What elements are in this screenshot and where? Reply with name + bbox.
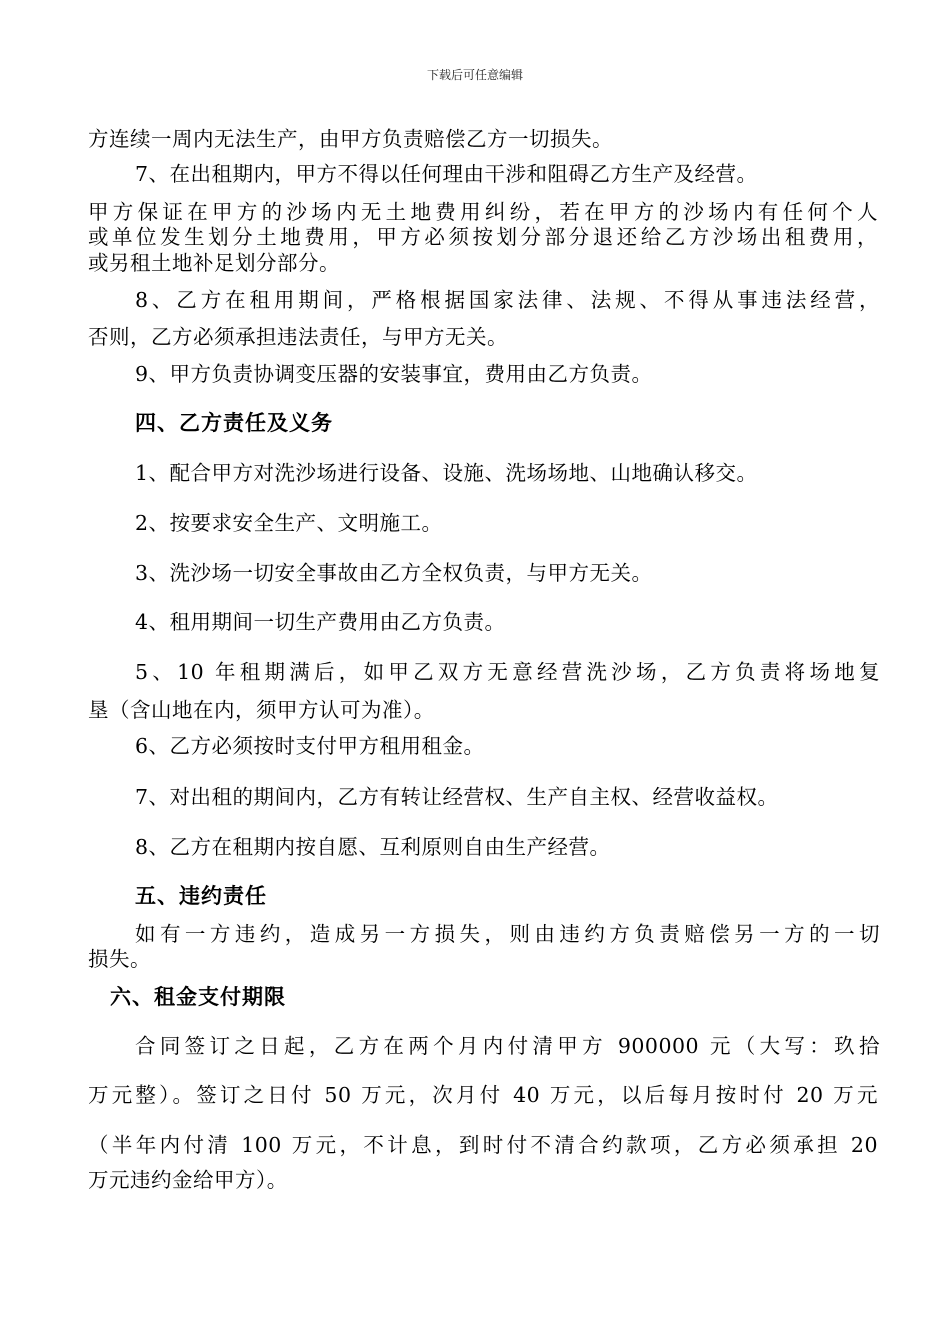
text-line: 否则，乙方必须承担违法责任，与甲方无关。 <box>88 325 508 349</box>
text-line: 7、在出租期内，甲方不得以任何理由干涉和阻碍乙方生产及经营。 <box>135 162 758 186</box>
text-line: 万元整）。签订之日付 50 万元，次月付 40 万元，以后每月按时付 20 万元 <box>88 1083 878 1107</box>
text-line: 方连续一周内无法生产，由甲方负责赔偿乙方一切损失。 <box>88 127 613 151</box>
text-line: 或单位发生划分土地费用，甲方必须按划分部分退还给乙方沙场出租费用， <box>88 225 878 249</box>
text-line: 9、甲方负责协调变压器的安装事宜，费用由乙方负责。 <box>135 362 653 386</box>
text-line: 4、租用期间一切生产费用由乙方负责。 <box>135 610 506 634</box>
text-line: 5、10 年租期满后，如甲乙双方无意经营洗沙场，乙方负责将场地复 <box>135 660 880 684</box>
text-line: 甲方保证在甲方的沙场内无土地费用纠纷，若在甲方的沙场内有任何个人 <box>88 200 878 224</box>
text-line: 垦（含山地在内，须甲方认可为准）。 <box>88 698 435 722</box>
text-line: 3、洗沙场一切安全事故由乙方全权负责，与甲方无关。 <box>135 561 653 585</box>
text-line: 8、乙方在租期内按自愿、互利原则自由生产经营。 <box>135 835 611 859</box>
text-line: 8、乙方在租用期间，严格根据国家法律、法规、不得从事违法经营， <box>135 288 880 312</box>
text-line: 6、乙方必须按时支付甲方租用租金。 <box>135 734 485 758</box>
text-line: 1、配合甲方对洗沙场进行设备、设施、洗场场地、山地确认移交。 <box>135 461 758 485</box>
page-header: 下载后可任意编辑 <box>426 68 523 82</box>
text-line: 7、对出租的期间内，乙方有转让经营权、生产自主权、经营收益权。 <box>135 785 779 809</box>
section-heading: 五、违约责任 <box>135 884 267 908</box>
section-heading: 六、租金支付期限 <box>110 985 286 1009</box>
text-line: 合同签订之日起，乙方在两个月内付清甲方 900000 元（大写：玖拾 <box>135 1034 880 1058</box>
text-line: 损失。 <box>88 947 151 971</box>
text-line: 如有一方违约，造成另一方损失，则由违约方负责赔偿另一方的一切 <box>135 922 880 946</box>
text-line: （半年内付清 100 万元，不计息，到时付不清合约款项，乙方必须承担 20 <box>88 1133 878 1157</box>
text-line: 2、按要求安全生产、文明施工。 <box>135 511 443 535</box>
text-line: 或另租土地补足划分部分。 <box>88 251 340 275</box>
section-heading: 四、乙方责任及义务 <box>135 411 333 435</box>
text-line: 万元违约金给甲方）。 <box>88 1168 288 1192</box>
